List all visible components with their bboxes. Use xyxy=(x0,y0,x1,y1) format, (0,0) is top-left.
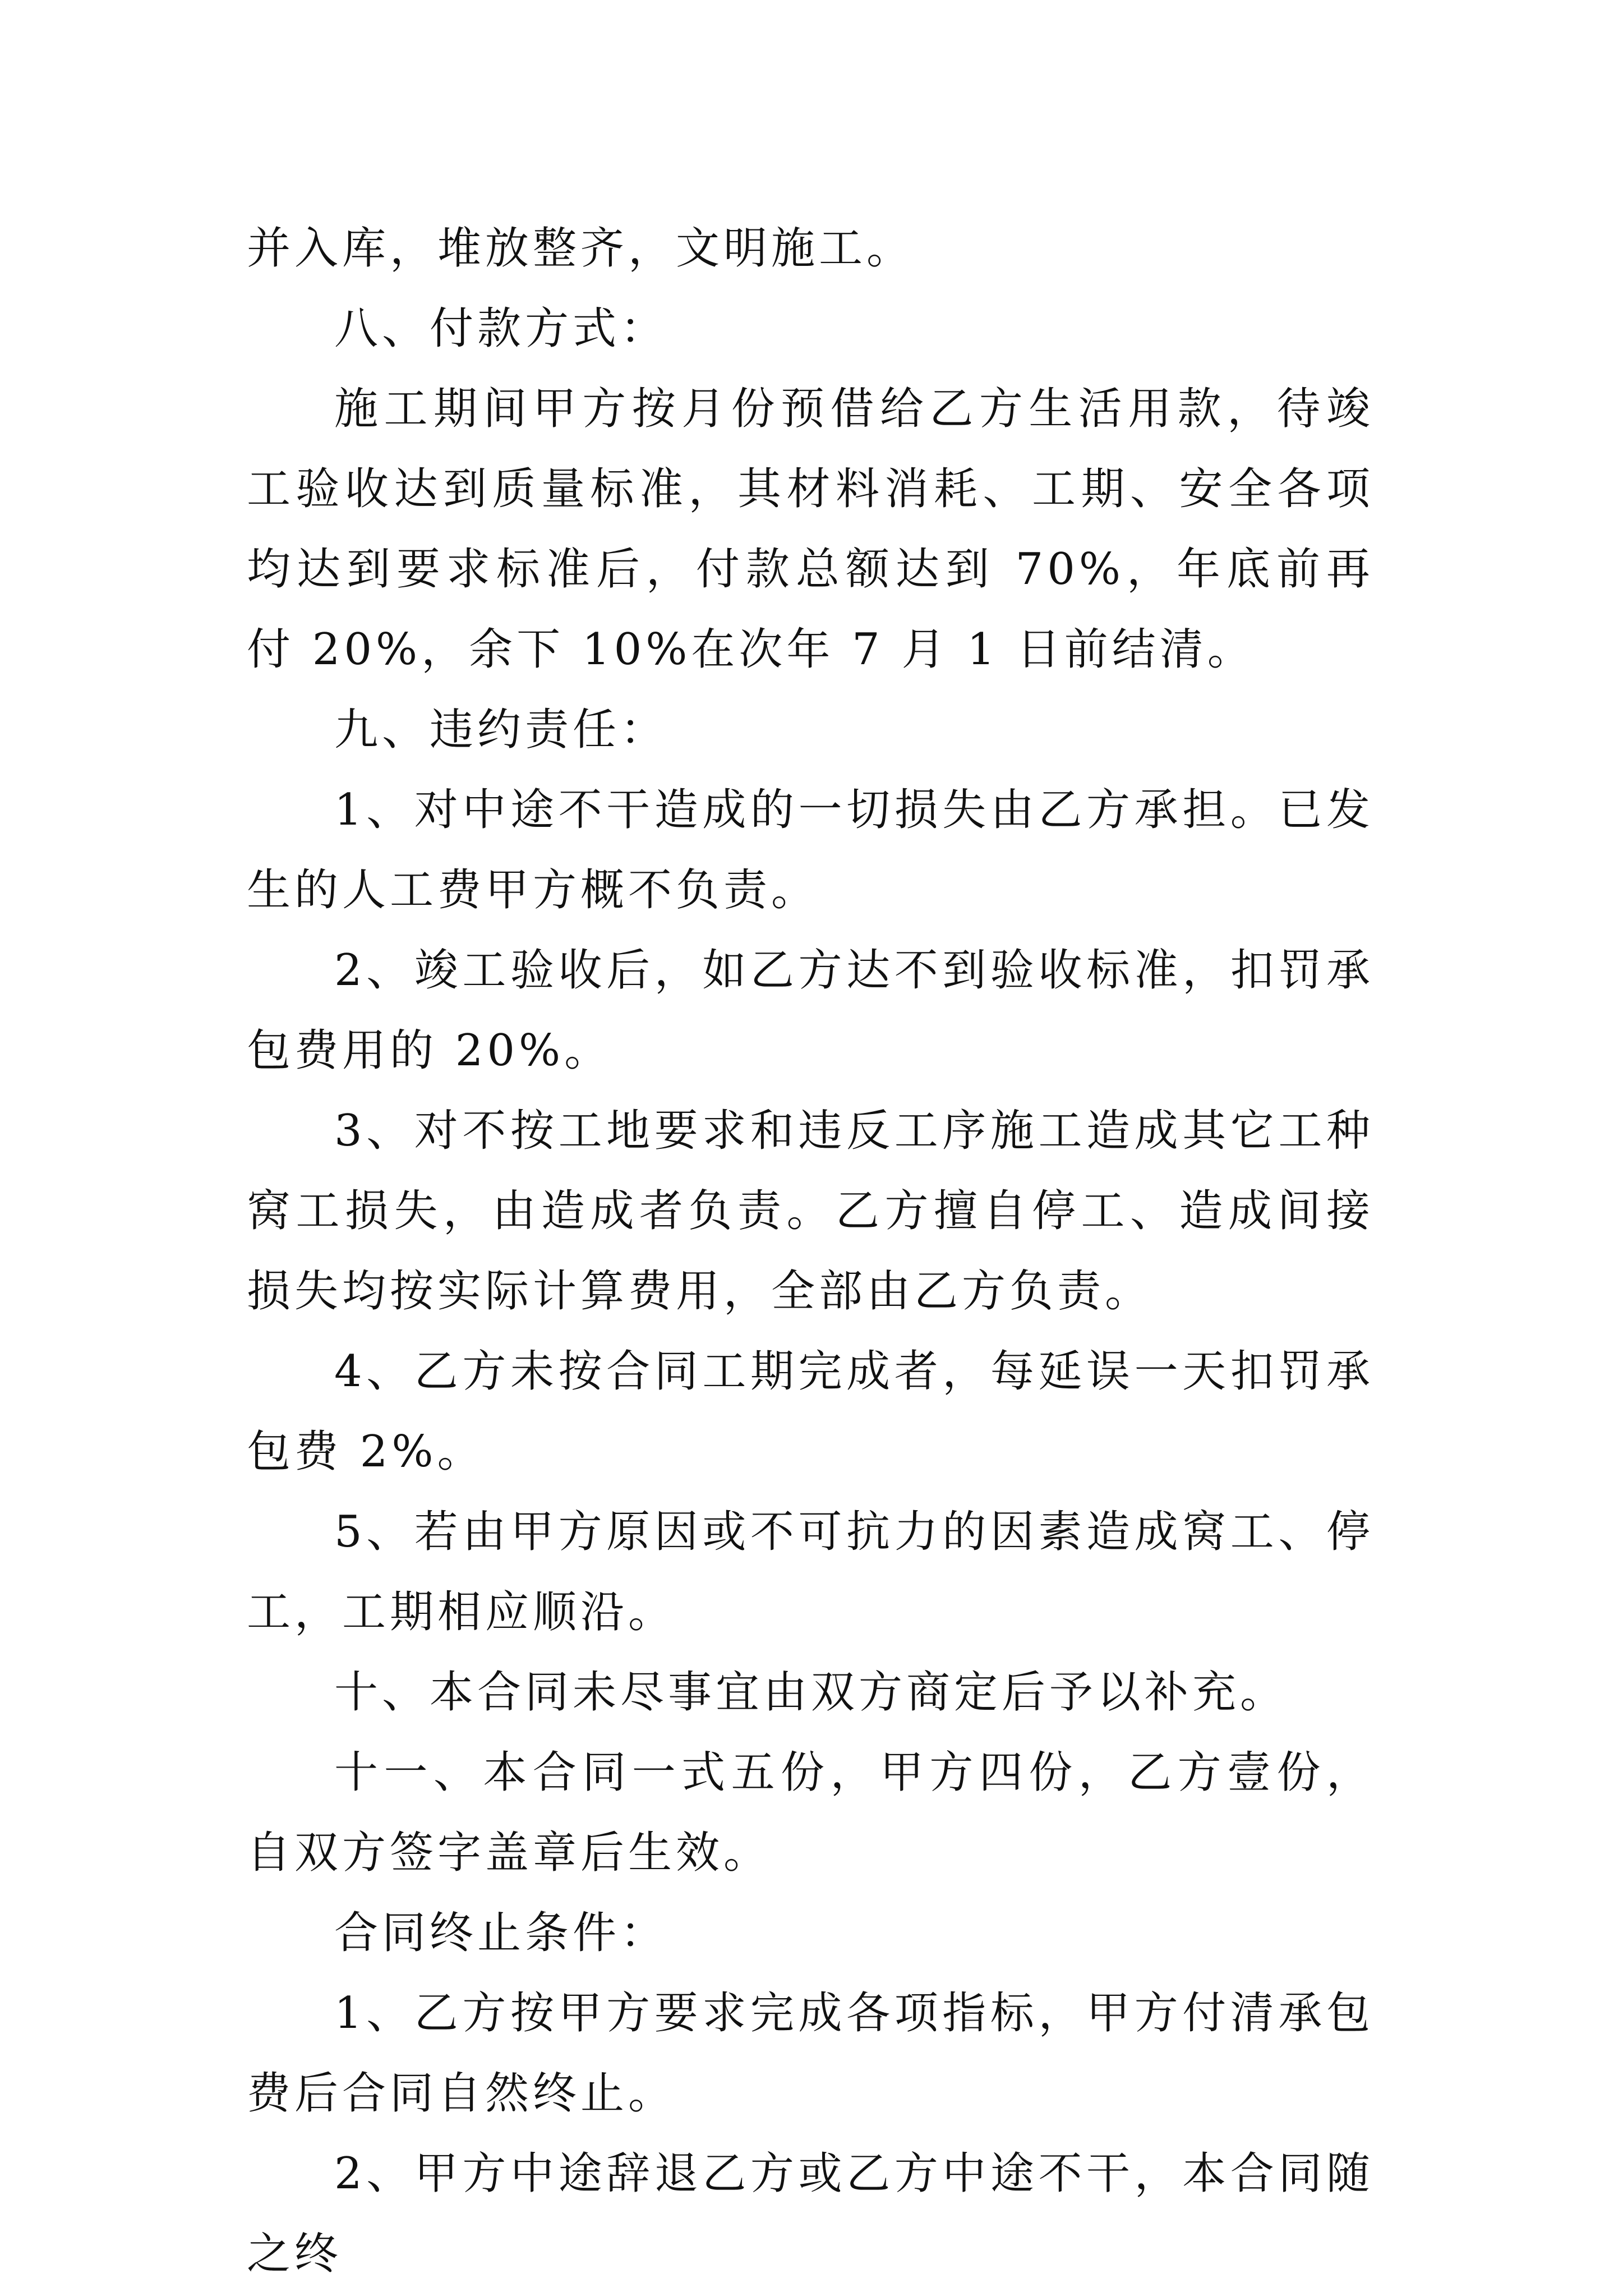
paragraph-continuation: 并入库，堆放整齐，文明施工。 xyxy=(247,223,915,274)
clause-liability-1: 1、对中途不干造成的一切损失由乙方承担。已发生的人工费甲方概不负责。 xyxy=(247,785,1374,915)
paragraph-payment-terms: 施工期间甲方按月份预借给乙方生活用款，待竣工验收达到质量标准，其材料消耗、工期、安全各项均达到要求标准后，付款总额达到 70%，年底前再付 20%，余下 10%在次年 7 月 1 日前结清。 xyxy=(247,384,1374,675)
clause-termination-2: 2、甲方中途辞退乙方或乙方中途不干，本合同随之终 xyxy=(247,2148,1374,2279)
section-copies: 十一、本合同一式五份，甲方四份，乙方壹份，自双方签字盖章后生效。 xyxy=(247,1747,1374,1878)
clause-liability-3: 3、对不按工地要求和违反工序施工造成其它工种窝工损失，由造成者负责。乙方擅自停工、造成间接损失均按实际计算费用，全部由乙方负责。 xyxy=(247,1106,1374,1317)
document-body xyxy=(247,209,1374,2294)
clause-liability-5: 5、若由甲方原因或不可抗力的因素造成窝工、停工，工期相应顺沿。 xyxy=(247,1507,1374,1637)
section-supplement: 十、本合同未尽事宜由双方商定后予以补充。 xyxy=(334,1667,1288,1718)
clause-liability-4: 4、乙方未按合同工期完成者，每延误一天扣罚承包费 2%。 xyxy=(247,1346,1374,1477)
clause-liability-2: 2、竣工验收后，如乙方达不到验收标准，扣罚承包费用的 20%。 xyxy=(247,945,1374,1076)
section-heading-liability: 九、违约责任： xyxy=(334,705,668,755)
section-heading-payment: 八、付款方式： xyxy=(334,303,668,354)
clause-termination-1: 1、乙方按甲方要求完成各项指标，甲方付清承包费后合同自然终止。 xyxy=(247,1988,1374,2119)
section-heading-termination: 合同终止条件： xyxy=(334,1908,668,1958)
